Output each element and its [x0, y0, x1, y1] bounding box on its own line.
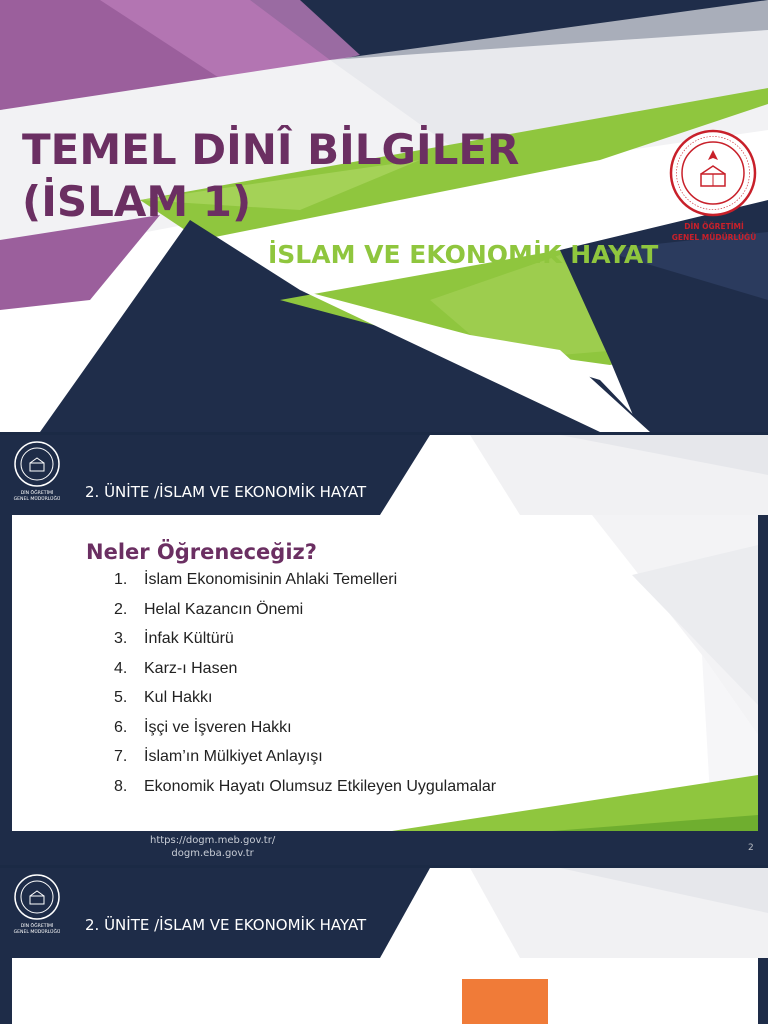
list-item-number: 6. [114, 718, 128, 736]
list-item-number: 3. [114, 630, 128, 647]
logo-caption-line1: DİN ÖĞRETİMİ [20, 924, 54, 929]
cover-slide [0, 0, 768, 432]
dogm-logo-icon [12, 439, 62, 489]
list-item-label: İşçi ve İşveren Hakkı [144, 718, 292, 736]
logo-caption [6, 924, 68, 936]
cover-subtitle: İSLAM VE EKONOMİK HAYAT [268, 240, 659, 269]
list-item-number: 8. [114, 777, 128, 795]
list-item-number: 2. [114, 600, 128, 618]
list-item-label: Helal Kazancın Önemi [144, 600, 304, 618]
url-eba-link[interactable]: dogm.eba.gov.tr [171, 848, 254, 859]
page-number: 2 [748, 843, 754, 853]
list-item [114, 624, 496, 654]
institution-line2: GENEL MÜDÜRLÜĞÜ [671, 233, 757, 242]
list-item-label: İslam’ın Mülkiyet Anlayışı [144, 748, 323, 765]
list-item [114, 595, 496, 625]
list-item-label: Kul Hakkı [144, 689, 213, 706]
url-meb-link[interactable]: https://dogm.meb.gov.tr/ [150, 835, 276, 846]
dogm-logo-icon [12, 872, 62, 922]
list-item [114, 683, 496, 713]
cover-title-line2: (İSLAM 1) [22, 177, 252, 226]
cover-title [22, 124, 519, 228]
list-item [114, 772, 496, 802]
section-title: Neler Öğreneceğiz? [86, 540, 317, 564]
logo-caption [6, 491, 68, 503]
list-item-number: 7. [114, 748, 128, 765]
list-item [114, 713, 496, 743]
cover-title-line1: TEMEL DİNÎ BİLGİLER [22, 125, 520, 174]
list-item-label: İslam Ekonomisinin Ahlaki Temelleri [144, 571, 398, 588]
meb-seal-logo [668, 128, 758, 218]
unit-header: 2. ÜNİTE /İSLAM VE EKONOMİK HAYAT [85, 483, 367, 501]
topic-list [114, 565, 496, 801]
list-item [114, 565, 496, 595]
content-panel [12, 958, 758, 1024]
logo-caption-line1: DİN ÖĞRETİMİ [20, 491, 54, 496]
next-slide [0, 868, 768, 1024]
outline-slide [0, 435, 768, 865]
list-item [114, 742, 496, 772]
list-item-number: 5. [114, 689, 128, 706]
orange-graphic [462, 979, 548, 1024]
unit-header: 2. ÜNİTE /İSLAM VE EKONOMİK HAYAT [85, 916, 367, 934]
list-item [114, 654, 496, 684]
logo-caption-line2: GENEL MÜDÜRLÜĞÜ [13, 930, 61, 935]
list-item-label: İnfak Kültürü [144, 630, 234, 647]
institution-name [655, 221, 768, 243]
list-item-number: 1. [114, 571, 128, 588]
list-item-number: 4. [114, 659, 128, 677]
logo-caption-line2: GENEL MÜDÜRLÜĞÜ [13, 497, 61, 502]
institution-line1: DİN ÖĞRETİMİ [684, 222, 744, 231]
list-item-label: Karz-ı Hasen [144, 659, 238, 677]
footer-urls [150, 834, 275, 860]
list-item-label: Ekonomik Hayatı Olumsuz Etkileyen Uygulamalar [144, 777, 497, 795]
